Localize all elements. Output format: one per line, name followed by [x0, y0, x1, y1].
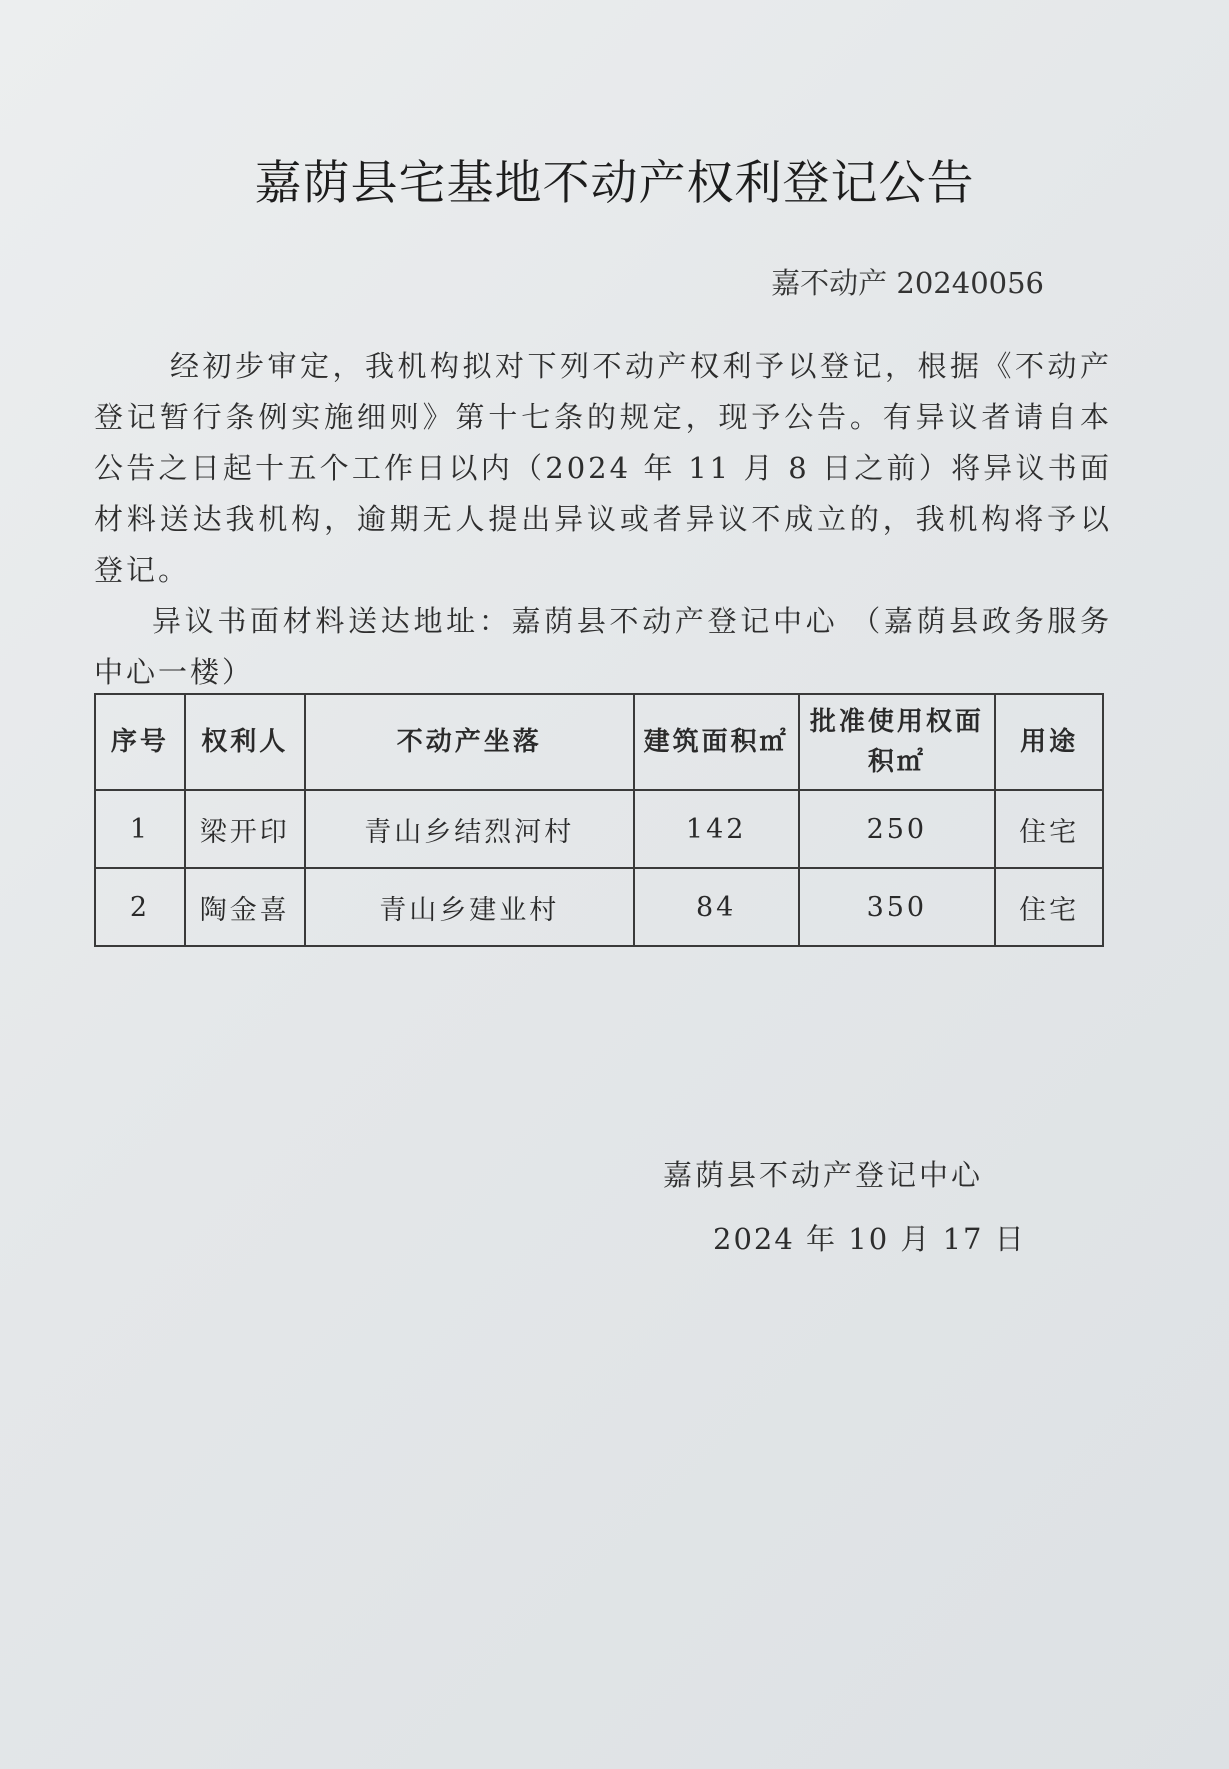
cell-seq: 2 — [95, 868, 185, 946]
objection-address-paragraph: 异议书面材料送达地址：嘉荫县不动产登记中心 （嘉荫县政务服务中心一楼） — [94, 604, 1112, 689]
cell-approved-area: 350 — [799, 868, 996, 946]
header-owner: 权利人 — [185, 694, 305, 790]
header-location: 不动产坐落 — [305, 694, 634, 790]
cell-usage: 住宅 — [995, 868, 1103, 946]
cell-approved-area: 250 — [799, 790, 996, 868]
signature-date: 2024 年 10 月 17 日 — [713, 1222, 1026, 1256]
cell-location: 青山乡结烈河村 — [305, 790, 634, 868]
cell-building-area: 84 — [634, 868, 799, 946]
header-building-area: 建筑面积㎡ — [634, 694, 799, 790]
table-header-row — [95, 694, 1103, 790]
cell-owner: 陶金喜 — [185, 868, 305, 946]
table-row — [95, 868, 1103, 946]
cell-usage: 住宅 — [995, 790, 1103, 868]
registration-table — [94, 693, 1104, 947]
header-seq: 序号 — [95, 694, 185, 790]
notice-paragraph: 经初步审定，我机构拟对下列不动产权利予以登记，根据《不动产登记暂行条例实施细则》第十七条的规定，现予公告。有异议者请自本公告之日起十五个工作日以内（2024 年 11 月 8 日之前）将异议书面材料送达我机构，逾期无人提出异议或者异议不成立的，我机构将予以登记。 — [94, 349, 1112, 587]
document-title: 嘉荫县宅基地不动产权利登记公告 — [254, 156, 975, 211]
header-usage: 用途 — [995, 694, 1103, 790]
header-approved-area: 批准使用权面积㎡ — [799, 694, 996, 790]
cell-seq: 1 — [95, 790, 185, 868]
table-row — [95, 790, 1103, 868]
signature-organization: 嘉荫县不动产登记中心 — [663, 1158, 984, 1192]
cell-location: 青山乡建业村 — [305, 868, 634, 946]
document-number: 嘉不动产 20240056 — [771, 266, 1044, 300]
cell-building-area: 142 — [634, 790, 799, 868]
cell-owner: 梁开印 — [185, 790, 305, 868]
